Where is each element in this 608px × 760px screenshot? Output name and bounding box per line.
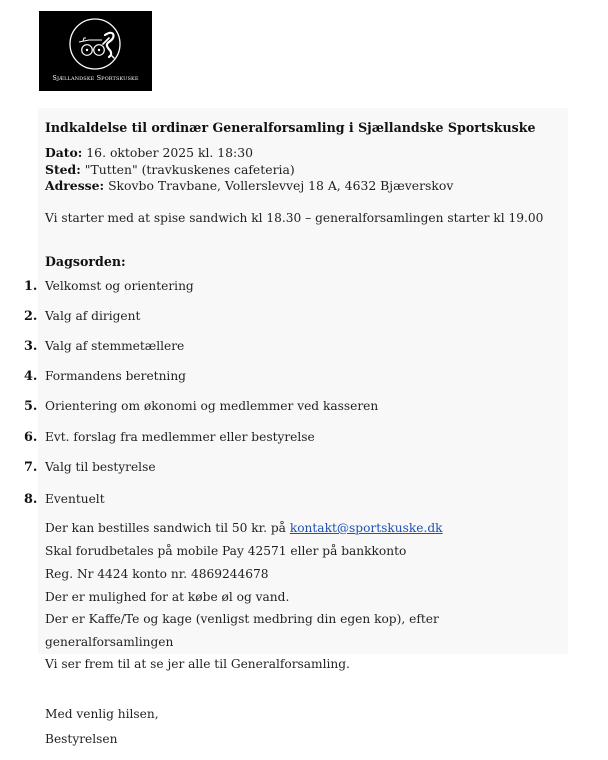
agenda-item bbox=[24, 399, 378, 414]
harness-racing-logo-icon bbox=[39, 11, 152, 73]
agenda-item-text: Formandens beretning bbox=[45, 369, 186, 383]
agenda-item bbox=[24, 492, 105, 507]
agenda-item-number: 4. bbox=[24, 369, 38, 384]
agenda-item bbox=[24, 279, 194, 294]
info-label: Adresse: bbox=[45, 178, 105, 193]
agenda-item bbox=[24, 430, 315, 445]
closing-signature: Bestyrelsen bbox=[45, 732, 118, 746]
agenda-item-text: Orientering om økonomi og medlemmer ved kasseren bbox=[45, 399, 379, 413]
agenda-item bbox=[24, 460, 156, 475]
info-date bbox=[45, 145, 253, 160]
agenda-item-text: Valg til bestyrelse bbox=[45, 460, 156, 474]
page-title: Indkaldelse til ordinær Generalforsamling i Sjællandske Sportskuske bbox=[45, 120, 536, 135]
note-line: Skal forudbetales på mobile Pay 42571 eller på bankkonto bbox=[45, 544, 407, 558]
closing-greeting: Med venlig hilsen, bbox=[45, 707, 159, 721]
info-label: Sted: bbox=[45, 162, 81, 177]
info-address bbox=[45, 178, 453, 193]
agenda-item-text: Velkomst og orientering bbox=[45, 279, 194, 293]
agenda-item-number: 2. bbox=[24, 309, 38, 324]
agenda-item bbox=[24, 369, 186, 384]
email-link[interactable]: kontakt@sportskuske.dk bbox=[289, 521, 443, 535]
info-value: "Tutten" (travkuskenes cafeteria) bbox=[84, 162, 295, 177]
agenda-item-text: Valg af stemmetællere bbox=[45, 339, 185, 353]
agenda-item-text: Valg af dirigent bbox=[45, 309, 141, 323]
intro-text: Vi starter med at spise sandwich kl 18.30 – generalforsamlingen starter kl 19.00 bbox=[45, 211, 544, 225]
agenda-item-number: 7. bbox=[24, 460, 38, 475]
agenda-item-text: Evt. forslag fra medlemmer eller bestyrelse bbox=[45, 430, 315, 444]
agenda-item bbox=[24, 309, 140, 324]
note-line: generalforsamlingen bbox=[45, 635, 174, 649]
note-sandwich bbox=[45, 521, 443, 535]
agenda-heading: Dagsorden: bbox=[45, 254, 126, 269]
info-value: 16. oktober 2025 kl. 18:30 bbox=[86, 145, 254, 160]
agenda-item-number: 5. bbox=[24, 399, 38, 414]
info-place bbox=[45, 162, 295, 177]
agenda-item-number: 3. bbox=[24, 339, 38, 354]
agenda-item-number: 6. bbox=[24, 430, 38, 445]
agenda-item-number: 8. bbox=[24, 492, 38, 507]
agenda-item bbox=[24, 339, 184, 354]
note-text: Der kan bestilles sandwich til 50 kr. på bbox=[45, 521, 290, 535]
note-line: Reg. Nr 4424 konto nr. 4869244678 bbox=[45, 567, 269, 581]
club-logo bbox=[39, 11, 152, 91]
agenda-item-text: Eventuelt bbox=[45, 492, 105, 506]
note-line: Vi ser frem til at se jer alle til Generalforsamling. bbox=[45, 657, 350, 671]
logo-text: Sjællandske Sportskuske bbox=[52, 74, 139, 82]
note-line: Der er Kaffe/Te og kage (venligst medbring din egen kop), efter bbox=[45, 612, 439, 626]
note-line: Der er mulighed for at købe øl og vand. bbox=[45, 590, 290, 604]
agenda-item-number: 1. bbox=[24, 279, 38, 294]
info-value: Skovbo Travbane, Vollerslevvej 18 A, 4632 Bjæverskov bbox=[108, 178, 454, 193]
info-label: Dato: bbox=[45, 145, 83, 160]
